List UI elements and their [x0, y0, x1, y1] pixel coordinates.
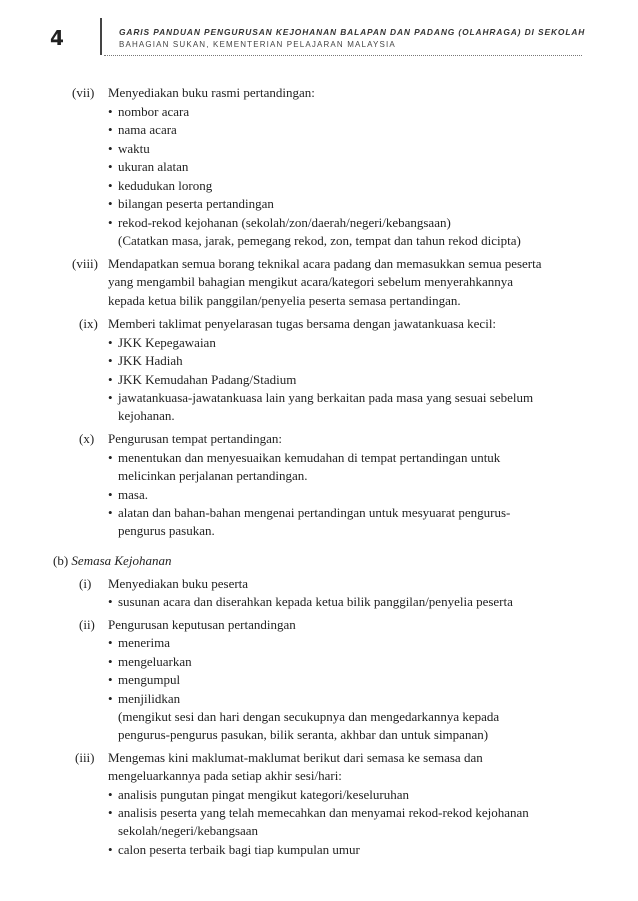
- bullet-icon: •: [108, 372, 113, 387]
- item-text: Pengurusan tempat pertandingan:: [108, 431, 283, 446]
- list-item: • mengumpul: [108, 671, 574, 689]
- item-number: (iii): [75, 750, 95, 765]
- item-text-line: Mendapatkan semua borang teknikal acara padang dan memasukkan semua peserta: [108, 256, 542, 271]
- item-number: (viii): [72, 256, 98, 271]
- list-item: • bilangan peserta pertandingan: [108, 195, 574, 213]
- bullet-icon: •: [108, 672, 113, 687]
- section-heading: [53, 552, 171, 570]
- item-text-line: yang mengambil bahagian mengikut acara/kategori sebelum menyerahkannya: [108, 274, 514, 289]
- bullet-icon: •: [108, 159, 113, 174]
- list-item: • JKK Kemudahan Padang/Stadium: [108, 371, 574, 389]
- list-item: • ukuran alatan: [108, 158, 574, 176]
- header-title: GARIS PANDUAN PENGURUSAN KEJOHANAN BALAPAN DAN PADANG (OLAHRAGA) DI SEKOLAH: [119, 27, 586, 37]
- bullet-icon: •: [108, 691, 113, 706]
- list-item-continuation: kejohanan.: [118, 408, 175, 423]
- bullet-icon: •: [108, 390, 113, 405]
- list-item-continuation: pengurus pasukan.: [118, 523, 215, 538]
- item-text-line: kepada ketua bilik panggilan/penyelia peserta semasa pertandingan.: [108, 293, 461, 308]
- item-text: Pengurusan keputusan pertandingan: [108, 617, 296, 632]
- list-item: • calon peserta terbaik bagi tiap kumpulan umur: [108, 841, 574, 859]
- item-note-line: pengurus-pengurus pasukan, bilik seranta, akhbar dan untuk simpanan): [118, 727, 489, 742]
- list-item: • analisis pungutan pingat mengikut kategori/keseluruhan: [108, 786, 574, 804]
- bullet-icon: •: [108, 654, 113, 669]
- list-item: • rekod-rekod kejohanan (sekolah/zon/daerah/negeri/kebangsaan): [108, 214, 574, 232]
- list-item: • susunan acara dan diserahkan kepada ketua bilik panggilan/penyelia peserta: [108, 593, 574, 611]
- page-number: 4: [50, 26, 64, 50]
- list-item: • alatan dan bahan-bahan mengenai pertandingan untuk mesyuarat pengurus-: [108, 504, 574, 522]
- list-item: • masa.: [108, 486, 574, 504]
- item-number: (ix): [79, 316, 98, 331]
- header-subtitle: BAHAGIAN SUKAN, KEMENTERIAN PELAJARAN MALAYSIA: [119, 40, 396, 49]
- list-item: • menjilidkan: [108, 690, 574, 708]
- item-number: (i): [79, 576, 92, 591]
- item-note-line: (mengikut sesi dan hari dengan secukupnya dan mengedarkannya kepada: [118, 709, 500, 724]
- list-item: • waktu: [108, 140, 574, 158]
- list-item-continuation: melicinkan perjalanan pertandingan.: [118, 468, 308, 483]
- bullet-icon: •: [108, 450, 113, 465]
- list-item: • JKK Kepegawaian: [108, 334, 574, 352]
- list-item: • mengeluarkan: [108, 653, 574, 671]
- item-number: (x): [79, 431, 95, 446]
- header-dotted-rule: [104, 55, 582, 56]
- section-label: (b): [53, 553, 69, 568]
- item-note: (Catatkan masa, jarak, pemegang rekod, zon, tempat dan tahun rekod dicipta): [118, 233, 521, 248]
- bullet-icon: •: [108, 141, 113, 156]
- bullet-icon: •: [108, 104, 113, 119]
- header-divider: [100, 18, 102, 55]
- list-item: • jawatankuasa-jawatankuasa lain yang berkaitan pada masa yang sesuai sebelum: [108, 389, 574, 407]
- list-item: • analisis peserta yang telah memecahkan dan menyamai rekod-rekod kejohanan: [108, 804, 574, 822]
- item-text: Menyediakan buku rasmi pertandingan:: [108, 85, 315, 100]
- bullet-icon: •: [108, 215, 113, 230]
- page-header: [0, 0, 638, 60]
- list-item: • JKK Hadiah: [108, 352, 574, 370]
- list-item: • nama acara: [108, 121, 574, 139]
- bullet-icon: •: [108, 122, 113, 137]
- bullet-icon: •: [108, 505, 113, 520]
- bullet-icon: •: [108, 805, 113, 820]
- bullet-icon: •: [108, 635, 113, 650]
- bullet-icon: •: [108, 842, 113, 857]
- bullet-icon: •: [108, 335, 113, 350]
- item-number: (vii): [72, 85, 95, 100]
- bullet-icon: •: [108, 353, 113, 368]
- item-text-line: mengeluarkannya pada setiap akhir sesi/hari:: [108, 768, 342, 783]
- item-number: (ii): [79, 617, 95, 632]
- bullet-icon: •: [108, 594, 113, 609]
- list-item: • kedudukan lorong: [108, 177, 574, 195]
- bullet-icon: •: [108, 178, 113, 193]
- bullet-icon: •: [108, 787, 113, 802]
- bullet-icon: •: [108, 196, 113, 211]
- item-text: Menyediakan buku peserta: [108, 576, 249, 591]
- section-title: Semasa Kejohanan: [71, 553, 172, 568]
- bullet-icon: •: [108, 487, 113, 502]
- list-item-continuation: sekolah/negeri/kebangsaan: [118, 823, 259, 838]
- item-text-line: Mengemas kini maklumat-maklumat berikut dari semasa ke semasa dan: [108, 750, 483, 765]
- item-text: Memberi taklimat penyelarasan tugas bersama dengan jawatankuasa kecil:: [108, 316, 497, 331]
- list-item: • menentukan dan menyesuaikan kemudahan di tempat pertandingan untuk: [108, 449, 574, 467]
- list-item: • menerima: [108, 634, 574, 652]
- list-item: • nombor acara: [108, 103, 574, 121]
